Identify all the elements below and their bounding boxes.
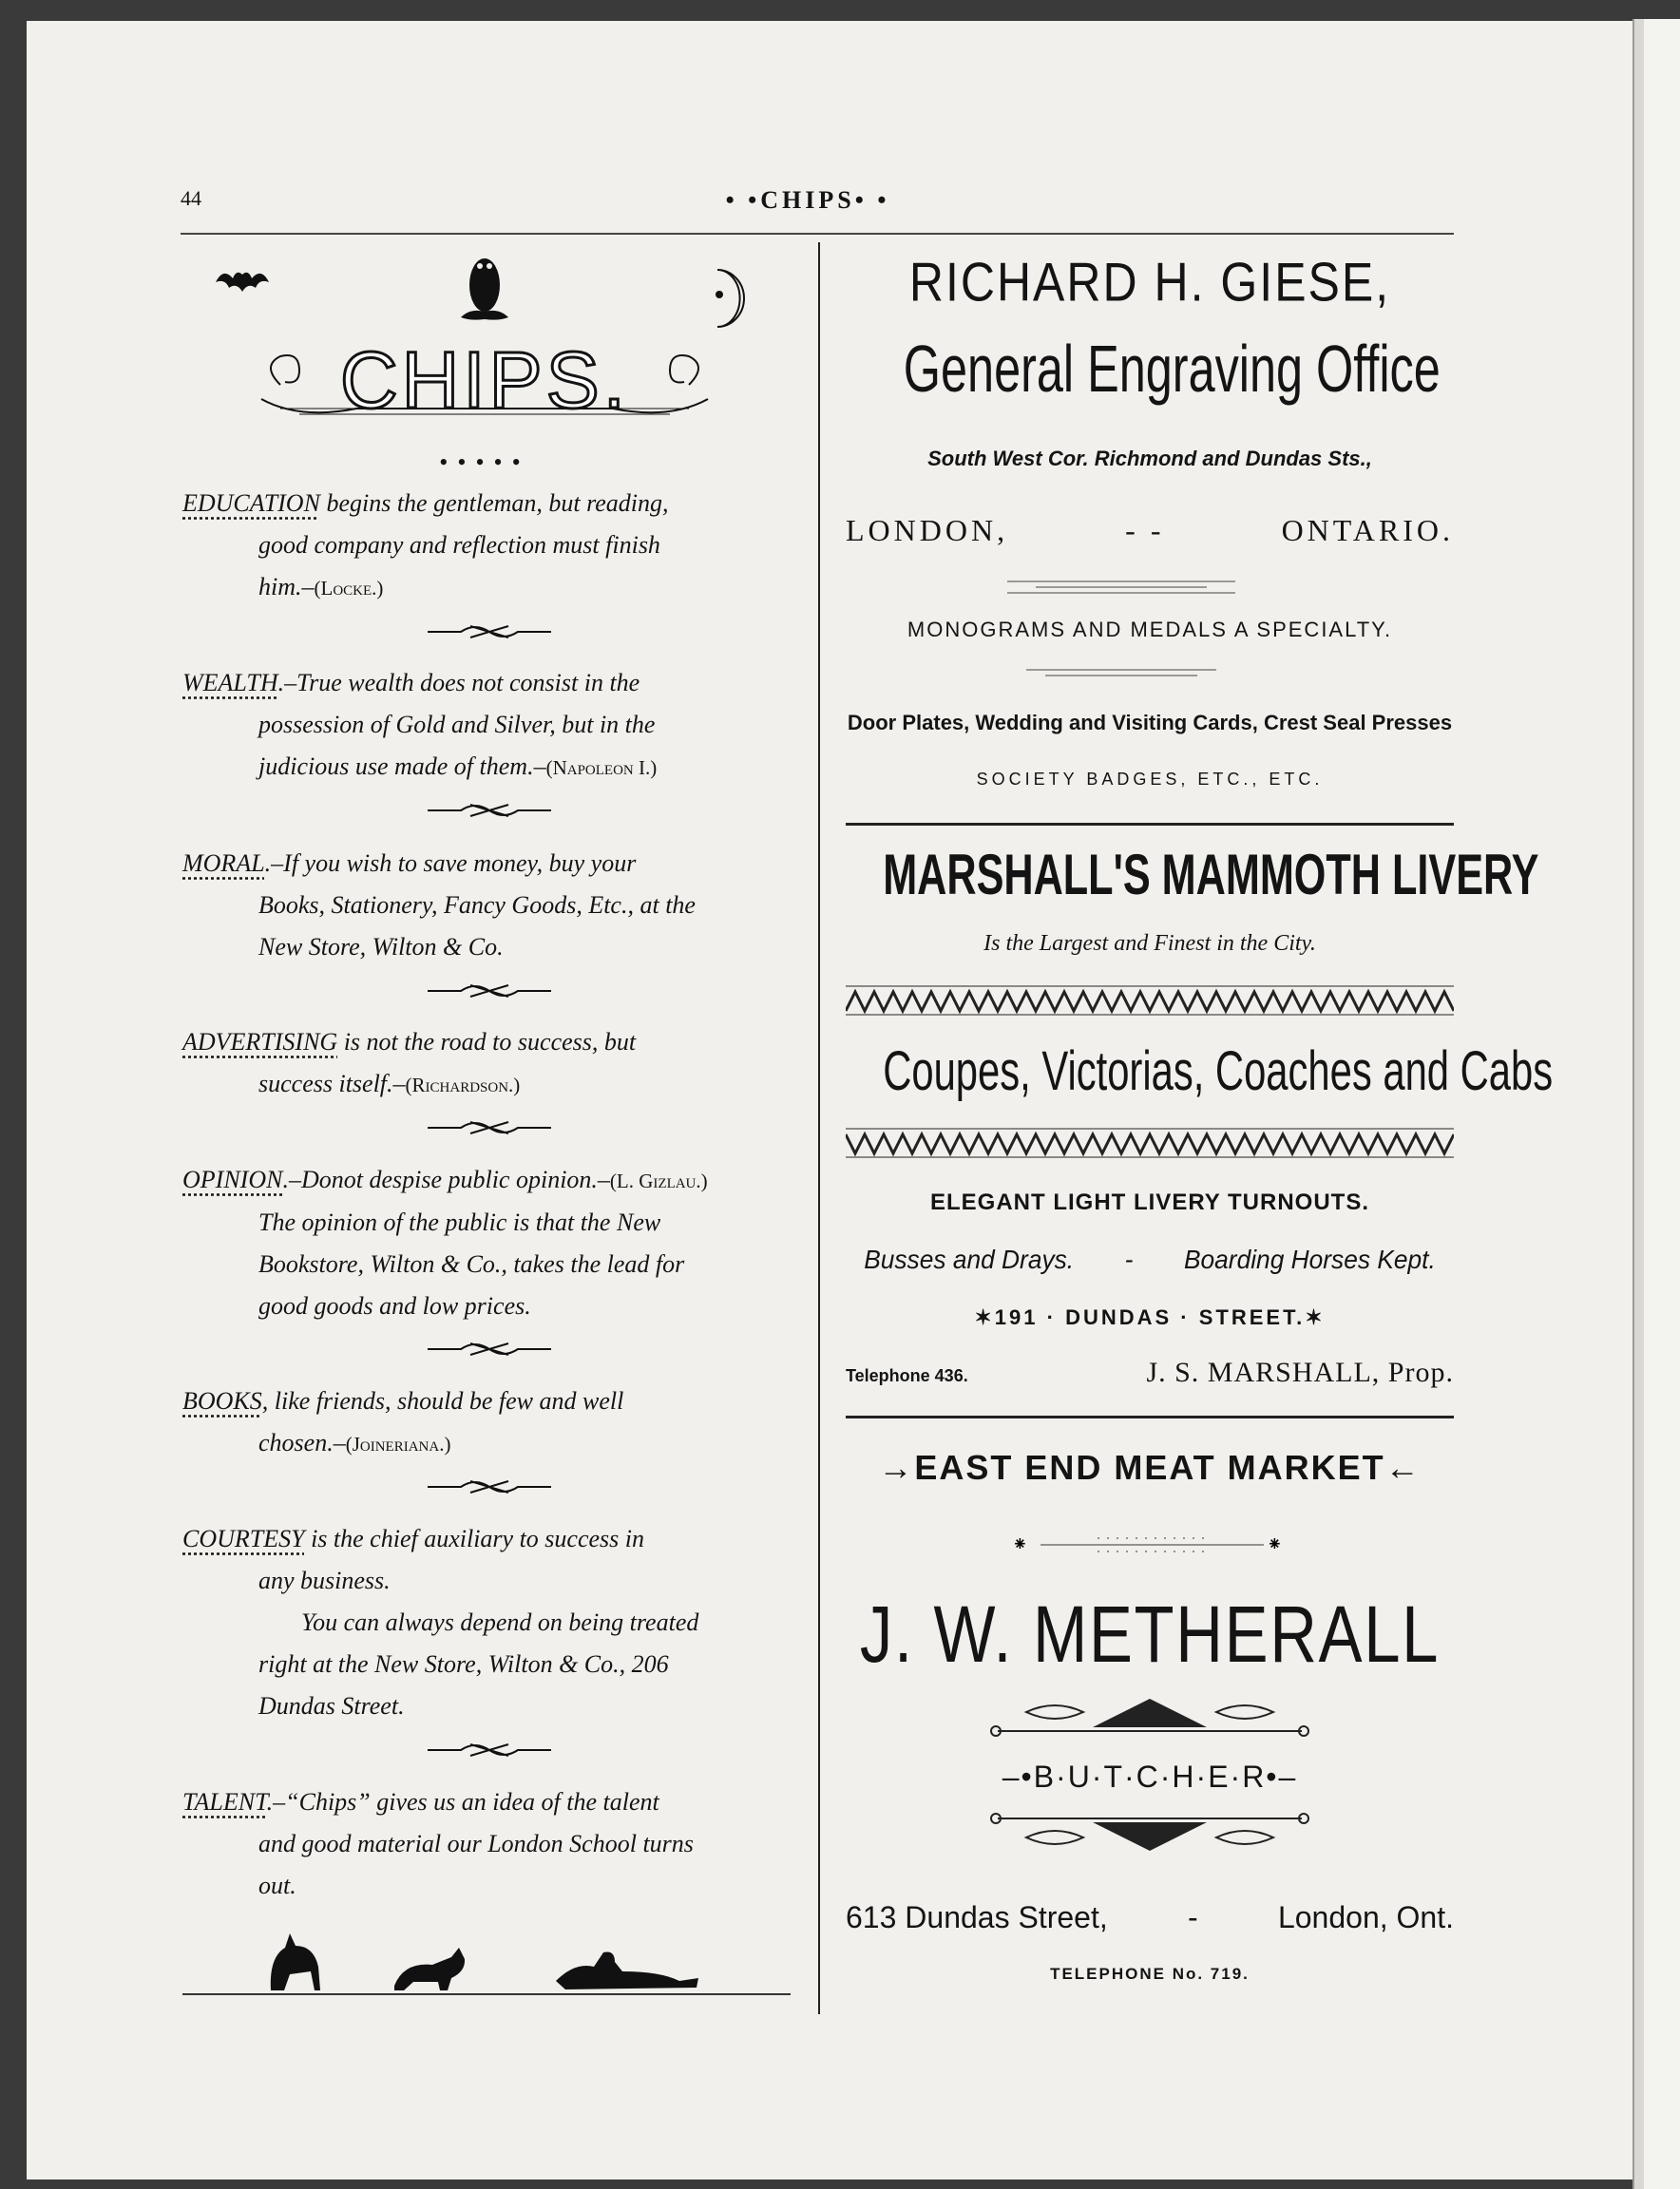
running-title: • •CHIPS• • bbox=[725, 186, 890, 214]
flourish-divider bbox=[423, 1477, 556, 1496]
entry-keyword: COURTESY bbox=[182, 1525, 305, 1552]
fan-ornament bbox=[988, 1813, 1311, 1856]
marshall-proprietor: J. S. MARSHALL, Prop. bbox=[1146, 1357, 1454, 1388]
entry-books: BOOKS, like friends, should be few and well chosen.–(Joineriana.) bbox=[182, 1387, 624, 1456]
flourish-divider bbox=[423, 801, 556, 820]
giese-name: RICHARD H. GIESE, bbox=[908, 251, 1391, 314]
kitten-icon bbox=[394, 1948, 465, 1990]
footer-rule bbox=[182, 1993, 791, 1995]
header-rule bbox=[181, 233, 1454, 235]
giese-office: General Engraving Office bbox=[903, 332, 1441, 406]
ornament-rule bbox=[1026, 667, 1216, 678]
marshall-telephone: Telephone 436. bbox=[846, 1366, 968, 1385]
svg-text:⁕: ⁕ bbox=[1012, 1533, 1028, 1555]
entry-source: (Napoleon I.) bbox=[545, 756, 658, 779]
entry-advertising: ADVERTISING is not the road to success, but success itself.–(Richardson.) bbox=[182, 1028, 637, 1097]
ad-separator bbox=[846, 1416, 1454, 1418]
entry-keyword: ADVERTISING bbox=[182, 1028, 338, 1056]
metherall-address-row: 613 Dundas Street, - London, Ont. bbox=[846, 1900, 1454, 1934]
entry-keyword: EDUCATION bbox=[182, 489, 320, 517]
entry-keyword: BOOKS bbox=[182, 1387, 262, 1415]
entry-keyword: WEALTH bbox=[182, 669, 278, 696]
entry-moral: MORAL.–If you wish to save money, buy your Books, Stationery, Fancy Goods, Etc., at the New Store, Wilton & Co. bbox=[182, 849, 696, 961]
entry-source: (L. Gizlau.) bbox=[609, 1170, 708, 1192]
marshall-turnouts: ELEGANT LIGHT LIVERY TURNOUTS. bbox=[929, 1190, 1369, 1215]
cat-icon bbox=[271, 1933, 320, 1990]
bat-icon bbox=[214, 261, 271, 299]
entry-keyword: MORAL bbox=[182, 849, 265, 877]
metherall-trade: –•B·U·T·C·H·E·R•– bbox=[1002, 1760, 1298, 1794]
giese-city-row: LONDON, - - ONTARIO. bbox=[846, 513, 1454, 547]
metherall-market: →EAST END MEAT MARKET← bbox=[878, 1448, 1422, 1487]
marshall-vehicles: Coupes, Victorias, Coaches and Cabs bbox=[883, 1040, 1554, 1102]
flourish-divider bbox=[423, 1741, 556, 1760]
entry-education: EDUCATION begins the gentleman, but reading, good company and reflection must finish him.–(Locke.) bbox=[182, 489, 669, 600]
child-icon bbox=[556, 1951, 698, 1989]
entry-source: (Locke.) bbox=[314, 577, 384, 600]
flourish-divider bbox=[423, 1118, 556, 1137]
giese-products: Door Plates, Wedding and Visiting Cards, Crest Seal Presses bbox=[847, 711, 1453, 734]
entry-source: (Richardson.) bbox=[405, 1074, 521, 1096]
entry-keyword: TALENT bbox=[182, 1788, 267, 1816]
entry-source: (Joineriana.) bbox=[345, 1433, 451, 1456]
flourish-divider bbox=[423, 981, 556, 1000]
giese-badges: SOCIETY BADGES, ETC., ETC. bbox=[976, 770, 1324, 789]
masthead-dots: ••••• bbox=[439, 448, 530, 476]
owl-icon bbox=[451, 249, 518, 330]
facing-page-edge bbox=[1644, 19, 1680, 2189]
page-number: 44 bbox=[181, 186, 201, 210]
column-divider bbox=[818, 242, 820, 2014]
leaf-border bbox=[846, 1127, 1454, 1159]
star-rule bbox=[1012, 1533, 1297, 1556]
svg-text:⁕: ⁕ bbox=[1267, 1533, 1283, 1555]
flourish-divider bbox=[423, 1340, 556, 1359]
marshall-street: ✶191 · DUNDAS · STREET.✶ bbox=[974, 1305, 1326, 1329]
flourish-divider bbox=[423, 622, 556, 641]
marshall-contact-row bbox=[846, 1357, 1454, 1389]
entry-keyword: OPINION bbox=[182, 1166, 283, 1193]
crescent-moon-icon bbox=[698, 266, 746, 333]
animal-silhouettes bbox=[261, 1919, 708, 1995]
marshall-services-row: Busses and Drays. - Boarding Horses Kept. bbox=[864, 1245, 1436, 1274]
giese-address: South West Cor. Richmond and Dundas Sts., bbox=[927, 447, 1372, 470]
leaf-border bbox=[846, 984, 1454, 1017]
marshall-tagline: Is the Largest and Finest in the City. bbox=[983, 931, 1316, 956]
entry-opinion: OPINION.–Donot despise public opinion.–(L. Gizlau.) The opinion of the public is that the New Bookstore, Wilton & Co., takes the lead for good goods and low prices. bbox=[182, 1166, 708, 1320]
giese-specialty: MONOGRAMS AND MEDALS A SPECIALTY. bbox=[907, 618, 1393, 641]
ad-separator bbox=[846, 823, 1454, 826]
marshall-title: MARSHALL'S MAMMOTH LIVERY bbox=[883, 843, 1539, 906]
entry-wealth: WEALTH.–True wealth does not consist in the possession of Gold and Silver, but in the judicious use made of them.–(Napoleon I.) bbox=[182, 669, 658, 780]
fan-ornament bbox=[988, 1693, 1311, 1737]
entry-talent: TALENT.–“Chips” gives us an idea of the talent and good material our London School turns out. bbox=[182, 1788, 694, 1899]
metherall-telephone: TELEPHONE No. 719. bbox=[1050, 1965, 1250, 1983]
ornament-rule bbox=[1007, 578, 1235, 599]
masthead-title: CHIPS. bbox=[339, 335, 630, 425]
entry-courtesy: COURTESY is the chief auxiliary to success in any business. You can always depend on being treated right at the New Store, Wilton & Co., 206 Dundas Street. bbox=[182, 1525, 699, 1720]
metherall-name: J. W. METHERALL bbox=[859, 1589, 1441, 1679]
